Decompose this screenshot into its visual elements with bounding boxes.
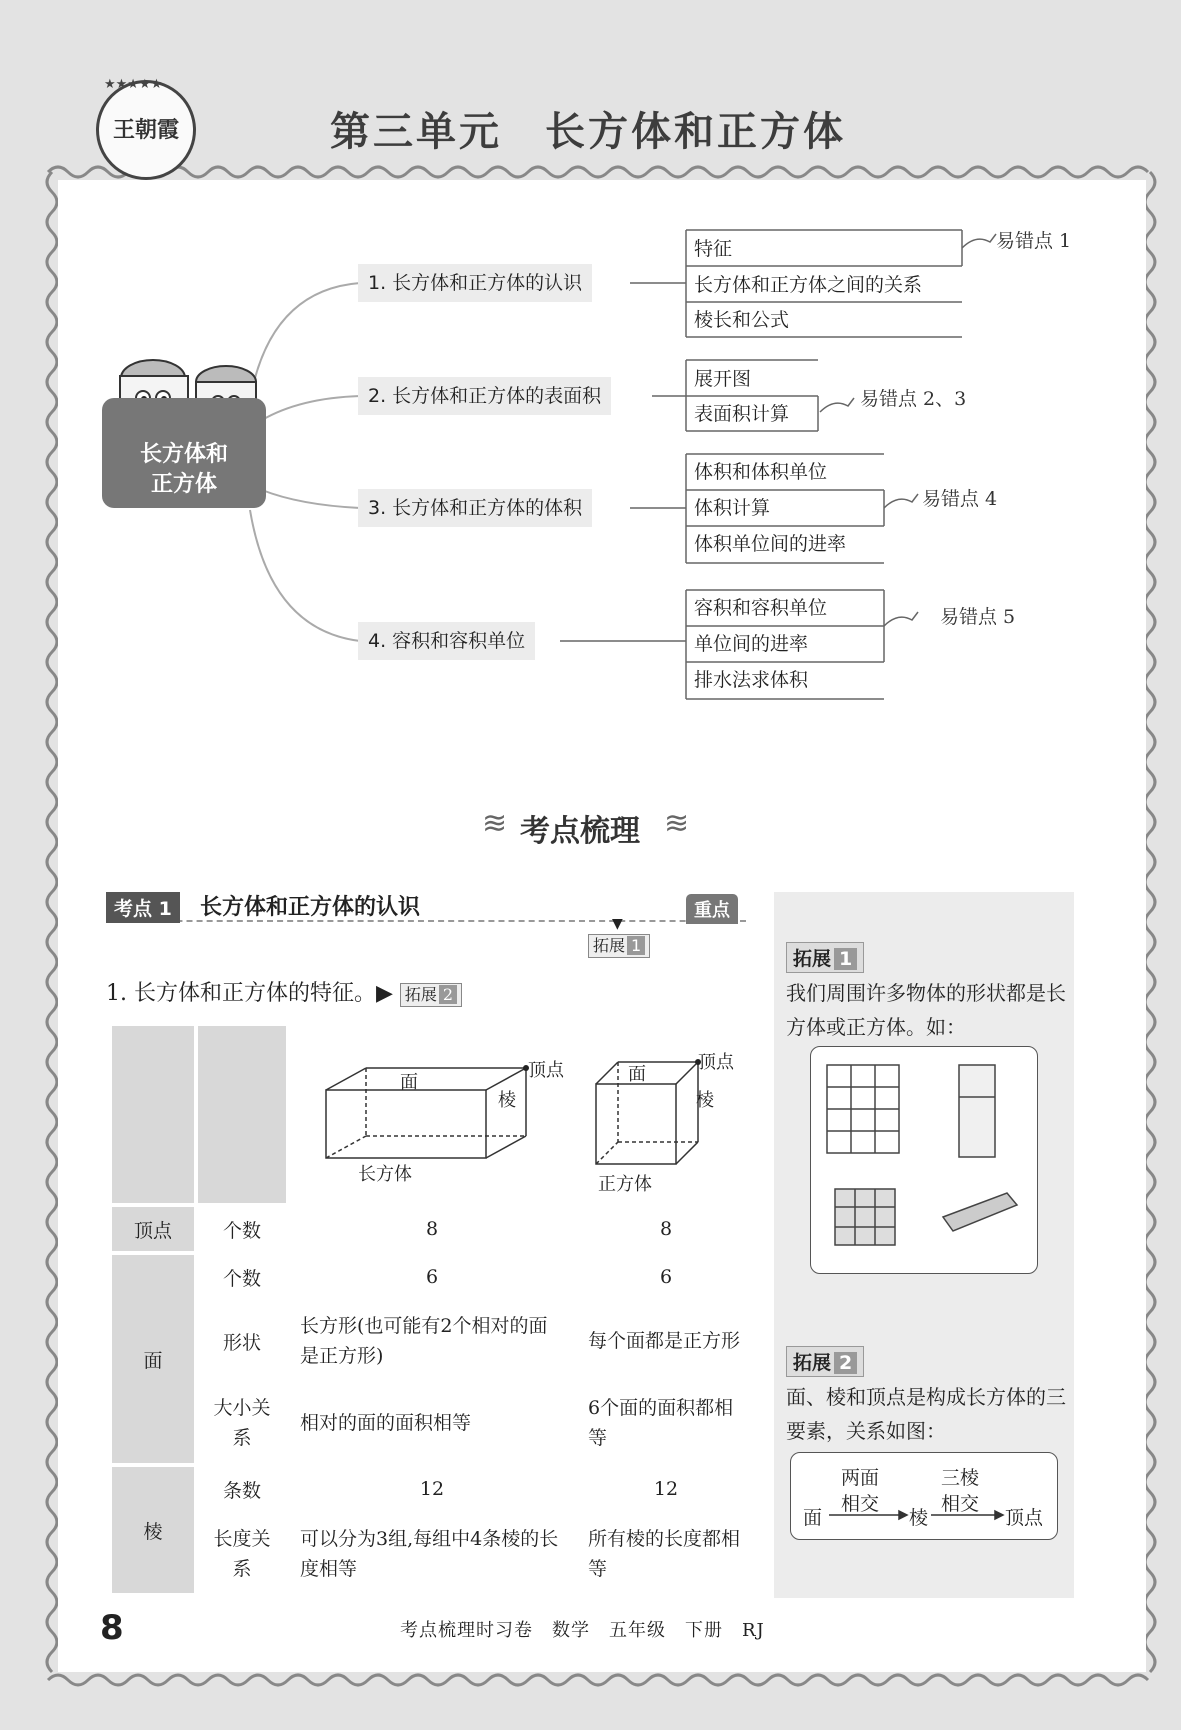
tuozhan-2-num: 2 [439,985,457,1004]
mindmap-center-node [102,398,266,508]
cube-name-label: 正方体 [598,1174,652,1195]
cuboid-vertex-count: 8 [290,1207,574,1251]
cube-face-label: 面 [628,1064,646,1085]
fridge-icon [959,1065,995,1157]
down-arrow-icon: ▼ [612,916,623,932]
sidebar-tuozhan-1 [786,942,864,973]
leaf-1-3: 棱长和公式 [694,309,790,331]
tuozhan-2-label: 拓展 [404,985,437,1004]
rel-arrow2-top: 三棱 [941,1467,980,1489]
cube-edge-label: 棱 [696,1090,714,1111]
mindmap-branch-1: 1. 长方体和正方体的认识 [358,264,592,302]
relation-diagram [790,1452,1058,1540]
page-number: 8 [100,1608,124,1648]
rel-edge: 棱 [909,1507,929,1529]
leaf-3-3: 体积单位间的进率 [694,533,847,555]
cat-face: 面 [112,1255,194,1463]
cube-vertex-count: 8 [578,1207,754,1251]
cube-edge-count: 12 [578,1467,754,1511]
cuboid-name-label: 长方体 [358,1164,412,1185]
leaf-4-1: 容积和容积单位 [694,597,828,619]
error-point-2: 易错点 2、3 [860,388,967,410]
rubiks-cube-icon [835,1189,895,1245]
cube-edge-length: 所有棱的长度都相等 [578,1515,754,1593]
tuozhan-1-link[interactable] [588,934,650,958]
objects-illustration [810,1046,1038,1274]
center-line-2: 正方体 [150,472,217,497]
sidebar-t1-label: 拓展 [793,948,832,970]
sub-face-shape: 形状 [198,1303,286,1379]
sidebar-t1-num: 1 [834,948,857,970]
cuboid-face-size: 相对的面的面积相等 [290,1383,574,1463]
sub-face-count: 个数 [198,1255,286,1299]
cube-face-size: 6个面的面积都相等 [578,1383,754,1463]
section-title: 考点梳理 [520,814,640,849]
cube-diagram-cell [578,1026,754,1203]
error-point-4: 易错点 4 [922,488,998,510]
sidebar-t2-text: 面、棱和顶点是构成长方体的三要素，关系如图： [786,1385,1066,1443]
sidebar-tuozhan-2 [786,1346,864,1377]
tuozhan-1-num: 1 [627,936,645,955]
mindmap-branch-2: 2. 长方体和正方体的表面积 [358,377,611,415]
objects-illustration-icons [811,1047,1037,1273]
rel-arrow1-top: 两面 [841,1467,880,1489]
mindmap-branch-4: 4. 容积和容积单位 [358,622,535,660]
pencil-box-icon [943,1193,1017,1231]
sub-face-size: 大小关系 [198,1383,286,1463]
cuboid-face-label: 面 [400,1072,418,1093]
cube-vertex-label: 顶点 [698,1052,734,1073]
cube-face-count: 6 [578,1255,754,1299]
sidebar-t2-num: 2 [834,1352,857,1374]
extension-sidebar [774,892,1074,1598]
leaf-4-3: 排水法求体积 [694,669,809,691]
page-title: 第三单元 长方体和正方体 [330,109,846,155]
question-1 [106,976,462,1007]
header-empty-1 [112,1026,194,1203]
question-1-text: 1. 长方体和正方体的特征。▶ [106,981,393,1006]
kaodian-badge: 考点 1 [106,892,180,923]
error-point-1: 易错点 1 [996,230,1072,252]
error-point-5: 易错点 5 [940,606,1016,628]
leaf-1-2: 长方体和正方体之间的关系 [694,274,923,296]
cuboid-edge-count: 12 [290,1467,574,1511]
leaf-1-1: 特征 [694,238,733,260]
cat-edge: 棱 [112,1467,194,1593]
cat-vertex: 顶点 [112,1207,194,1251]
sidebar-t1-text: 我们周围许多物体的形状都是长方体或正方体。如： [786,981,1066,1039]
leaf-2-2: 表面积计算 [694,403,790,425]
rel-arrow2-bottom: 相交 [941,1493,980,1515]
rel-vertex: 顶点 [1005,1507,1044,1529]
features-table [108,1022,758,1597]
cuboid-vertex-label: 顶点 [528,1060,564,1081]
logo-text: 王朝霞 [112,117,179,143]
tuozhan-2-link[interactable] [400,983,462,1007]
cuboid-edge-label: 棱 [498,1090,516,1111]
leaf-4-2: 单位间的进率 [694,633,809,655]
cuboid-face-shape: 长方形(也可能有2个相对的面是正方形) [290,1303,574,1379]
leaf-3-2: 体积计算 [694,497,771,519]
sub-edge-count: 条数 [198,1467,286,1511]
leaf-3-1: 体积和体积单位 [694,461,828,483]
cube-face-shape: 每个面都是正方形 [578,1303,754,1379]
rel-face: 面 [803,1507,823,1529]
wave-left-icon: ≋ [482,806,508,841]
sub-vertex-count: 个数 [198,1207,286,1251]
wave-right-icon: ≋ [664,806,690,841]
leaf-2-1: 展开图 [694,368,752,390]
center-line-1: 长方体和 [139,442,228,467]
svg-text:★★★★★: ★★★★★ [104,77,163,90]
cuboid-face-count: 6 [290,1255,574,1299]
cuboid-edge-length: 可以分为3组,每组中4条棱的长度相等 [290,1515,574,1593]
cuboid-diagram-cell [290,1026,574,1203]
key-point-badge: 重点 [686,894,738,924]
rel-arrow1-bottom: 相交 [841,1493,880,1515]
cuboid-diagram [290,1026,574,1198]
mindmap-branch-3: 3. 长方体和正方体的体积 [358,489,592,527]
footer-text: 考点梳理时习卷 数学 五年级 下册 RJ [400,1620,765,1641]
sidebar-t2-label: 拓展 [793,1352,832,1374]
header-empty-2 [198,1026,286,1203]
sub-edge-length: 长度关系 [198,1515,286,1593]
tuozhan-1-label: 拓展 [593,936,626,955]
kaodian-title: 长方体和正方体的认识 [200,895,421,920]
